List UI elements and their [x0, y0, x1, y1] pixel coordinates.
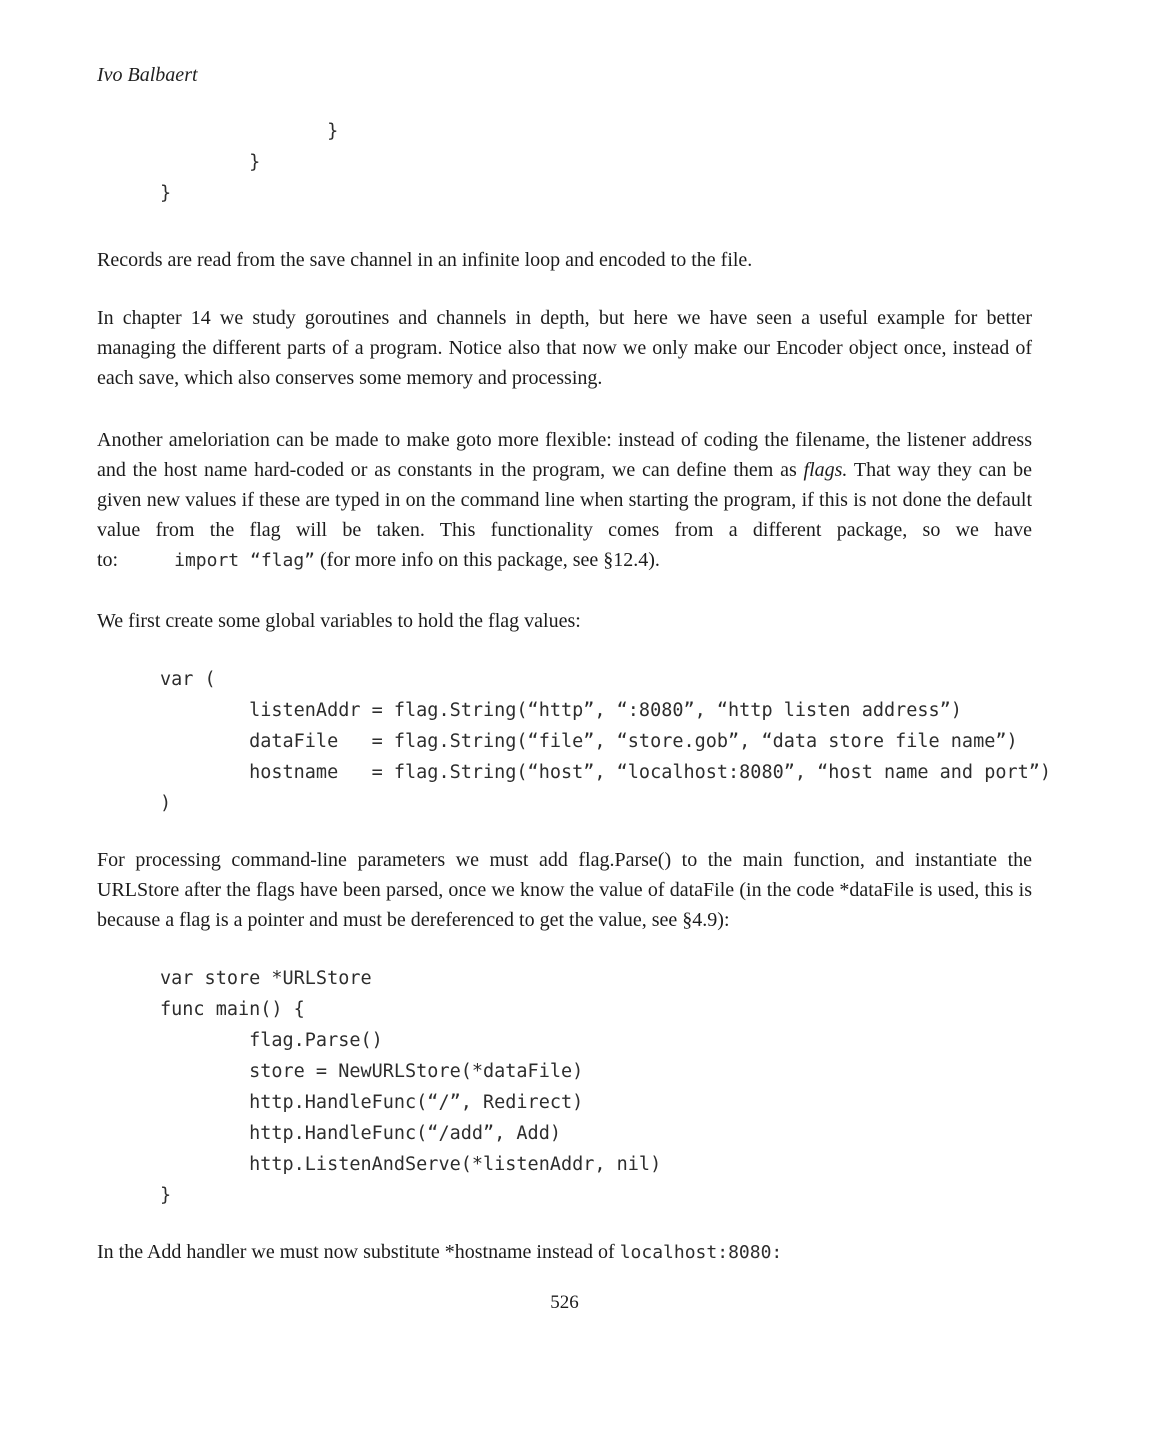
- inline-code-localhost: localhost:8080:: [619, 1242, 783, 1263]
- code-line: http.ListenAndServe(*listenAddr, nil): [160, 1154, 662, 1175]
- code-snippet-closing-braces: [160, 116, 1032, 209]
- paragraph-flags-text: Another ameloriation can be made to make goto more flexible: instead of coding the filename, the listener address and the host name hard-coded or as constants in the program, we can define them as: [97, 429, 1032, 481]
- code-line: }: [160, 1185, 172, 1206]
- page-number: 526: [550, 1292, 579, 1313]
- paragraph-flags-text: (for more info on this package, see §12.4).: [315, 549, 660, 571]
- paragraph-chapter14: In chapter 14 we study goroutines and channels in depth, but here we have seen a useful example for better managing the different parts of a program. Notice also that now we only make our Encoder object once, instead of each save, which also conserves some memory and processing.: [97, 307, 1032, 389]
- paragraph-flags-text: That way they can be given new values if these are typed in on the command line when starting the program, if this is not done the default value from the flag will be taken. This functionality comes from a different package, so we have to:: [97, 459, 1032, 571]
- paragraph-records: Records are read from the save channel in an infinite loop and encoded to the file.: [97, 249, 753, 271]
- code-line: dataFile = flag.String(“file”, “store.gob”, “data store file name”): [160, 731, 1018, 752]
- code-line: hostname = flag.String(“host”, “localhost:8080”, “host name and port”): [160, 762, 1052, 783]
- code-line: var (: [160, 669, 216, 690]
- paragraph-globals-intro: We first create some global variables to hold the flag values:: [97, 610, 581, 632]
- code-line: listenAddr = flag.String(“http”, “:8080”, “http listen address”): [160, 700, 962, 721]
- code-line: flag.Parse(): [160, 1030, 383, 1051]
- flags-italic-term: flags.: [803, 459, 848, 481]
- paragraph-add-handler: [97, 1237, 1032, 1268]
- code-snippet-flag-vars: [160, 664, 1052, 819]
- code-line: http.HandleFunc(“/”, Redirect): [160, 1092, 584, 1113]
- code-line: var store *URLStore: [160, 968, 372, 989]
- code-line: }: [160, 183, 172, 204]
- code-snippet-main-func: [160, 963, 1032, 1211]
- code-line: ): [160, 793, 172, 814]
- paragraph-flags: [97, 425, 1032, 576]
- code-line: store = NewURLStore(*dataFile): [160, 1061, 584, 1082]
- code-line: }: [160, 152, 261, 173]
- running-header-author: Ivo Balbaert: [97, 64, 198, 86]
- code-line: http.HandleFunc(“/add”, Add): [160, 1123, 561, 1144]
- paragraph-flag-parse: For processing command-line parameters we must add flag.Parse() to the main function, and instantiate the URLStore after the flags have been parsed, once we know the value of dataFile (in the code *dataFile is used, this is because a flag is a pointer and must be dereferenced to get the value, see §4.9):: [97, 849, 1032, 931]
- paragraph-add-handler-text: In the Add handler we must now substitute *hostname instead of: [97, 1241, 620, 1263]
- inline-code-import-flag: import “flag”: [174, 550, 316, 571]
- code-line: }: [160, 121, 339, 142]
- code-line: func main() {: [160, 999, 305, 1020]
